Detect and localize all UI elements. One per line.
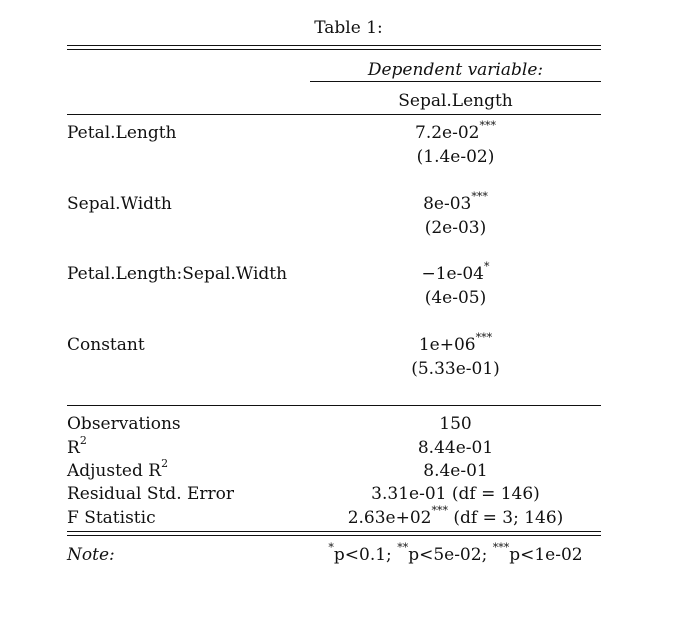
stat-label-fstat: F Statistic [67,508,156,528]
coef-estimate: 8e-03*** [423,190,488,214]
significance-stars: *** [479,119,496,133]
stat-value-adj-r2: 8.4e-01 [423,461,488,481]
coef-estimate: −1e-04* [421,260,490,284]
stat-value-observations: 150 [439,414,472,434]
coef-std-error: (4e-05) [424,288,487,308]
coef-std-error: (2e-03) [424,218,487,238]
coef-estimate: 1e+06*** [418,331,493,355]
coef-name: Constant [67,335,145,355]
stat-label-rse: Residual Std. Error [67,484,235,504]
significance-stars: * [484,260,490,274]
note-label: Note: [67,545,115,565]
table-caption: Table 1: [314,18,383,38]
significance-stars: *** [471,190,488,204]
coef-estimate: 7.2e-02*** [415,119,496,143]
bottom-rule-2 [67,535,601,536]
dependent-variable-label: Dependent variable: [367,60,544,80]
coef-std-error: (5.33e-01) [411,359,500,379]
dependent-variable-rule [310,81,601,82]
stat-value-fstat: 2.63e+02*** (df = 3; 146) [347,504,564,528]
coef-name: Petal.Length [67,123,177,143]
note-text: *p<0.1; **p<5e-02; ***p<1e-02 [328,541,583,565]
bottom-rule-1 [67,531,601,532]
coef-std-error: (1.4e-02) [416,147,495,167]
coef-name: Petal.Length:Sepal.Width [67,264,288,284]
top-rule-2 [67,49,601,50]
header-rule [67,114,601,115]
stat-label-r2: $R^2$ [67,434,87,458]
stat-value-rse: 3.31e-01 (df = 146) [371,484,540,504]
dependent-variable-name: Sepal.Length [398,91,513,111]
coef-name: Sepal.Width [67,194,172,214]
stat-label-observations: Observations [67,414,181,434]
stat-value-r2: 8.44e-01 [417,438,494,458]
significance-stars: *** [475,331,493,345]
stats-rule [67,405,601,406]
stat-label-adj-r2: Adjusted $R^2$ [67,457,169,481]
top-rule-1 [67,45,601,46]
